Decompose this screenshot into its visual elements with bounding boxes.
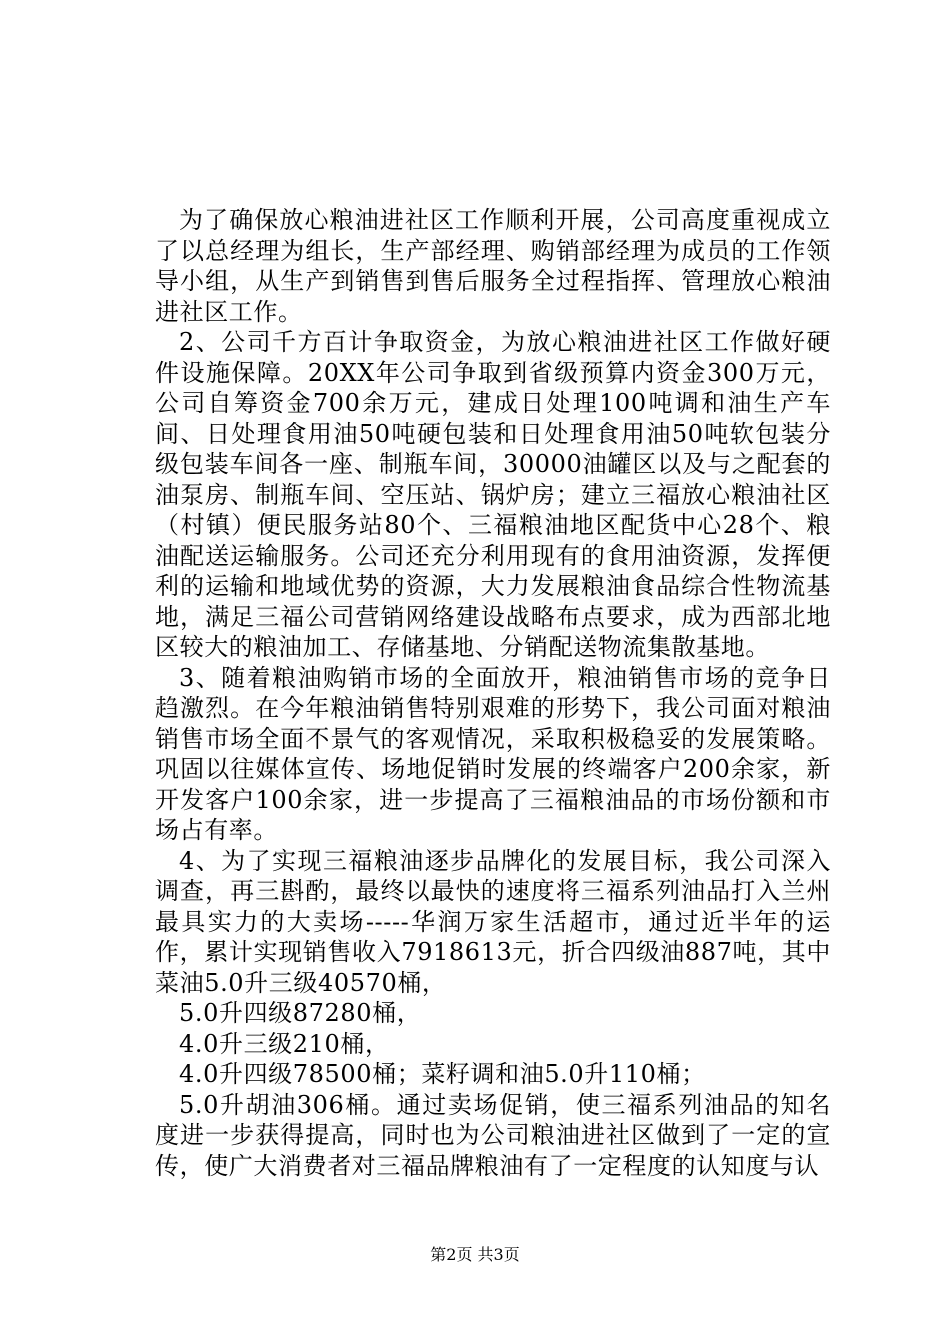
paragraph-intro: 为了确保放心粮油进社区工作顺利开展，公司高度重视成立了以总经理为组长，生产部经理、购销部经理为成员的工作领导小组，从生产到销售到售后服务全过程指挥、管理放心粮油进社区工作。 [155,206,831,326]
paragraph-line-5l-grade4: 5.0升四级87280桶， [179,999,422,1027]
page-footer: 第2页 共3页 [430,1245,520,1264]
paragraph-line-hu-oil: 5.0升胡油306桶。通过卖场促销，使三福系列油品的知名度进一步获得提高，同时也为公司粮油进社区做到了一定的宣传，使广大消费者对三福品牌粮油有了一定程度的认知度与认 [155,1090,831,1180]
paragraph-item-2: 2、公司千方百计争取资金，为放心粮油进社区工作做好硬件设施保障。20XX年公司争取到省级预算内资金300万元，公司自筹资金700余万元，建成日处理100吨调和油生产车间、日处理食用油50吨硬包装和日处理食用油50吨软包装分级包装车间各一座、制瓶车间，30000油罐区以及与之配套的油泵房、制瓶车间、空压站、锅炉房；建立三福放心粮油社区（村镇）便民服务站80个、三福粮油地区配货中心28个、粮油配送运输服务。公司还充分利用现有的食用油资源，发挥便利的运输和地域优势的资源，大力发展粮油食品综合性物流基地，满足三福公司营销网络建设战略布点要求，成为西部北地区较大的粮油加工、存储基地、分销配送物流集散基地。 [155,328,831,661]
paragraph-line-4l-grade4: 4.0升四级78500桶；菜籽调和油5.0升110桶； [179,1060,706,1088]
document-body [155,205,831,1181]
paragraph-line-4l-grade3: 4.0升三级210桶， [179,1029,390,1058]
paragraph-item-4: 4、为了实现三福粮油逐步品牌化的发展目标，我公司深入调查，再三斟酌，最终以最快的速度将三福系列油品打入兰州最具实力的大卖场-----华润万家生活超市，通过近半年的运作，累计实现销售收入7918613元，折合四级油887吨，其中菜油5.0升三级40570桶， [155,846,831,997]
paragraph-item-3: 3、随着粮油购销市场的全面放开，粮油销售市场的竞争日趋激烈。在今年粮油销售特别艰难的形势下，我公司面对粮油销售市场全面不景气的客观情况，采取积极稳妥的发展策略。巩固以往媒体宣传、场地促销时发展的终端客户200余家，新开发客户100余家，进一步提高了三福粮油品的市场份额和市场占有率。 [155,663,831,844]
